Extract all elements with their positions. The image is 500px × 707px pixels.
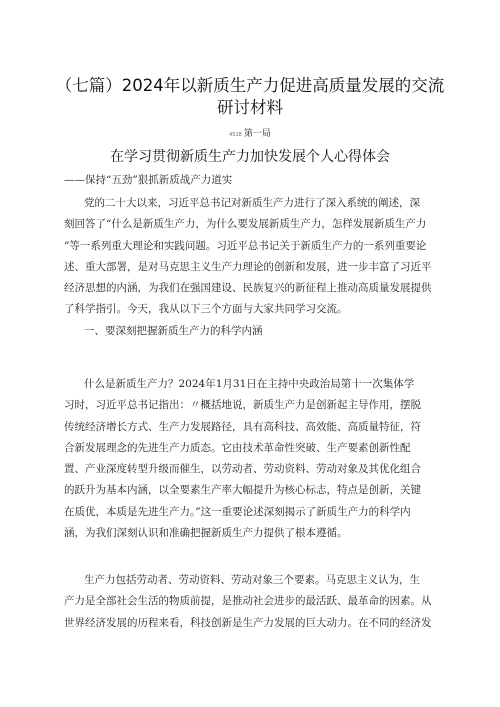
paragraph-line: 习时，习近平总书记指出：〃概括地说，新质生产力是创新起主导作用，摆脱 [64, 399, 421, 412]
paragraph-2 [64, 374, 444, 544]
paragraph-line: 党的二十大以来，习近平总书记对新质生产力进行了深入系统的阐述，深 [84, 197, 420, 209]
paragraph-line: 的跃升为基本内涵，以全要素生产率大幅提升为核心标志，特点是创新，关键 [64, 484, 421, 497]
paragraph-line: 涵，为我们深刻认识和准确把握新质生产力提供了根本遵循。 [64, 527, 348, 540]
paragraph-line: 合新发展理念的先进生产力质态。它由技术革命性突破、生产要素创新性配 [64, 441, 411, 454]
paragraph-line: 刻回答了“什么是新质生产力，为什么要发展新质生产力，怎样发展新质生产力 [64, 218, 427, 231]
paragraph-line: 产力是全部社会生活的物质前提，是推动社会进步的最活跃、最革命的因素。从 [64, 595, 432, 608]
paragraph-line: 经济思想的内涵，为我们在强国建设、民族复兴的新征程上推动高质量发展提供 [64, 282, 432, 295]
paragraph-line: 世界经济发展的历程来看，科技创新是生产力发展的巨大动力。在不同的经济发 [64, 616, 432, 629]
paragraph-line: 置、产业深度转型升级而催生，以劳动者、劳动资料、劳动对象及其优化组合 [64, 463, 421, 476]
title-line-1: （七篇）2024年以新质生产力促进高质量发展的交流 [55, 76, 445, 95]
paragraph-line: 生产力包括劳动者、劳动资料、劳动对象三个要素。马克思主义认为，生 [84, 574, 420, 586]
title-line-2: 研讨材料 [217, 98, 283, 117]
section-label: 第一局 [243, 129, 271, 139]
paragraph-line: ”等一系列重大理论和实践问题。习近平总书记关于新质生产力的一系列重要论 [64, 239, 427, 252]
paragraph-1 [64, 193, 444, 342]
paragraph-line: 在质优，本质是先进生产力。”这一重要论述深刻揭示了新质生产力的科学内 [64, 505, 411, 518]
document-title [40, 75, 460, 119]
section-tag [0, 128, 500, 141]
section-subtitle: ——保持“五劲”狠抓新质战产力道实 [64, 174, 233, 186]
paragraph-line: 述、重大部署，是对马克思主义生产力理论的创新和发展，进一步丰富了习近平 [64, 260, 432, 273]
section-prefix: 4518 [229, 132, 242, 138]
paragraph-line: 了科学指引。今天，我从以下三个方面与大家共同学习交流。 [64, 303, 348, 316]
paragraph-3 [64, 570, 444, 634]
paragraph-line: 传统经济增长方式、生产力发展路径，具有高科技、高效能、高质量特征，符 [64, 420, 421, 433]
section-heading: 一、要深刻把握新质生产力的科学内涵 [84, 324, 263, 337]
section-title: 在学习贯彻新质生产力加快发展个人心得体会 [110, 149, 390, 165]
paragraph-line: 什么是新质生产力？2024年1月31日在主持中央政治局第十一次集体学 [84, 378, 415, 390]
